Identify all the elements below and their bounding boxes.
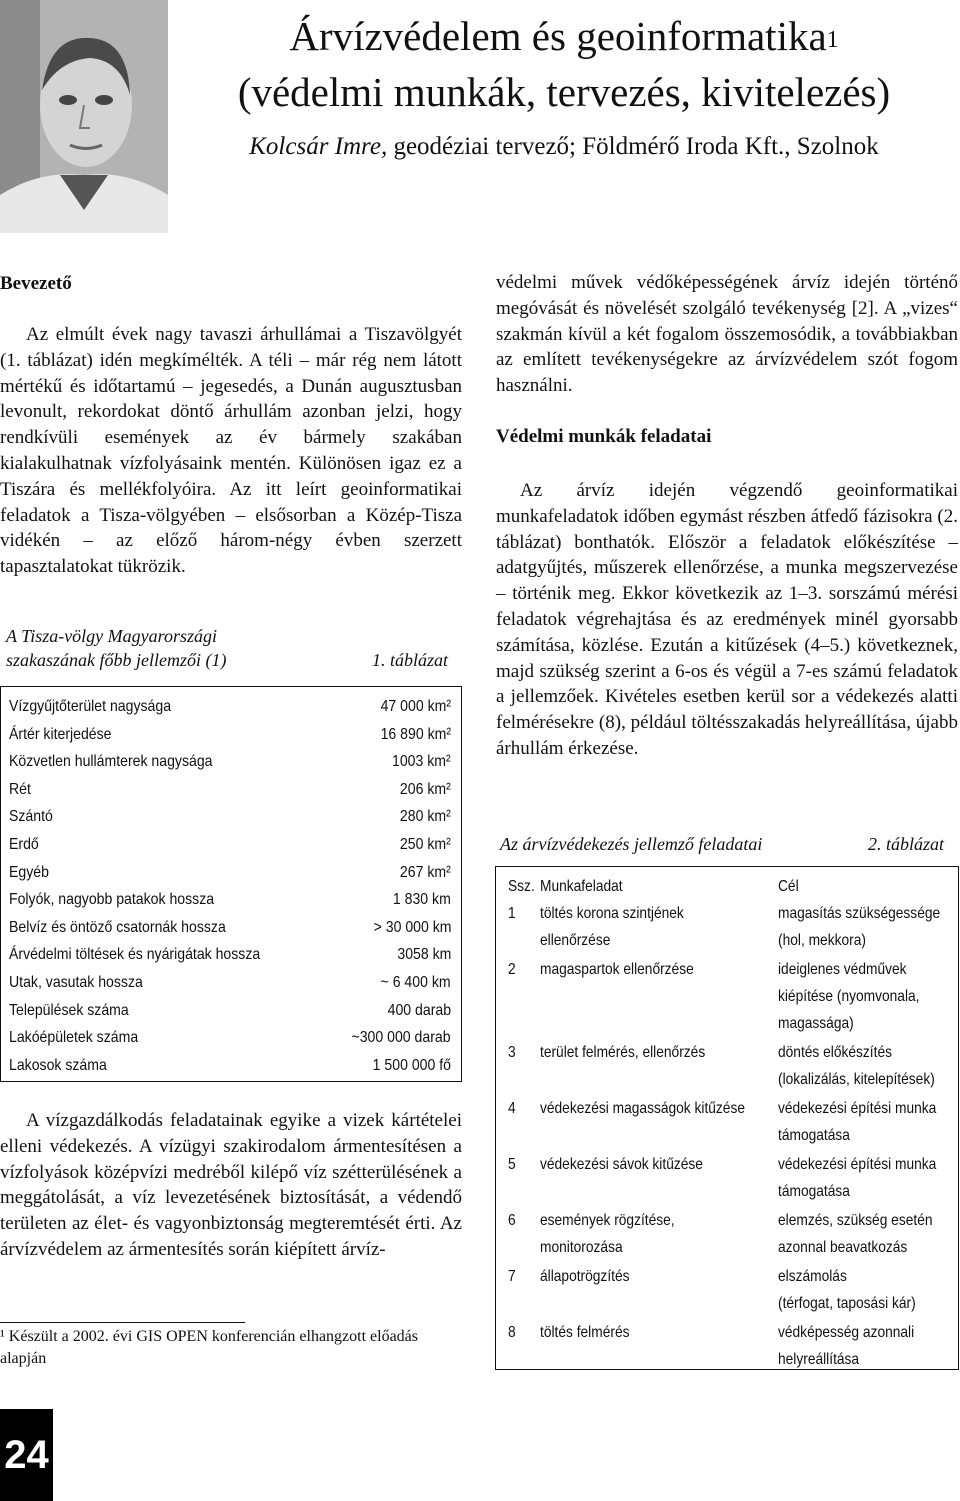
table2-goal: védekezési építési munka — [778, 1100, 937, 1117]
title-line2: (védelmi munkák, tervezés, kivitelezés) — [237, 69, 891, 115]
table2-goal: kiépítése (nyomvonala, — [778, 988, 920, 1005]
footnote-divider — [0, 1322, 245, 1323]
table2-header: Cél — [778, 878, 799, 895]
table2-task: monitorozása — [540, 1239, 623, 1256]
table1-caption-line2: szakaszának főbb jellemzői (1) — [6, 650, 227, 670]
table-row — [9, 941, 451, 968]
table2-row-number: 8 — [508, 1324, 516, 1341]
table2-row-number: 6 — [508, 1212, 516, 1229]
table2-row-number: 3 — [508, 1044, 516, 1061]
article-title — [168, 8, 960, 120]
row-label: Egyéb — [9, 863, 49, 881]
table-row — [9, 886, 451, 913]
table-row — [9, 776, 451, 803]
title-footnote-mark: 1 — [826, 27, 839, 53]
table2-goal: elszámolás — [778, 1268, 847, 1285]
row-value: ~300 000 darab — [351, 1029, 451, 1047]
table2-goal: elemzés, szükség esetén — [778, 1212, 933, 1229]
table2-goal: támogatása — [778, 1127, 850, 1144]
table1-caption-line1: A Tisza-völgy Magyarországi — [6, 626, 218, 646]
table2-goal: magassága) — [778, 1015, 854, 1032]
title-line1: Árvízvédelem és geoinformatika — [289, 13, 827, 59]
table1 — [0, 686, 462, 1082]
row-label: Folyók, nagyobb patakok hossza — [9, 891, 215, 909]
row-label: Árvédelmi töltések és nyárigátak hossza — [9, 946, 261, 964]
table1-caption — [6, 624, 226, 672]
table2-caption: Az árvízvédekezés jellemző feladatai — [500, 834, 763, 854]
row-value: 16 890 km² — [380, 725, 451, 743]
table-row — [9, 969, 451, 996]
table2-goal: ideiglenes védművek — [778, 961, 907, 978]
author-name: Kolcsár Imre, — [249, 133, 388, 160]
row-label: Utak, vasutak hossza — [9, 974, 143, 991]
row-value: > 30 000 km — [373, 918, 451, 936]
table2-goal: támogatása — [778, 1183, 850, 1200]
table2-row-number: 5 — [508, 1156, 516, 1173]
table2-goal: (lokalizálás, kitelepítések) — [778, 1071, 935, 1088]
table2-goal: védekezési építési munka — [778, 1156, 937, 1173]
author-line — [168, 132, 960, 162]
table1-label: 1. táblázat — [372, 650, 449, 670]
row-label: Lakóépületek száma — [9, 1029, 139, 1047]
row-label: Közvetlen hullámterek nagysága — [9, 753, 213, 771]
row-label: Szántó — [9, 808, 53, 826]
intro-heading: Bevezető — [0, 273, 72, 294]
row-value: 3058 km — [396, 946, 451, 964]
table-row — [9, 859, 451, 886]
table-row — [9, 693, 451, 720]
table-row — [9, 1052, 451, 1079]
table2-goal: (hol, mekkora) — [778, 932, 866, 949]
table2-goal: azonnal beavatkozás — [778, 1239, 908, 1256]
author-affiliation: geodéziai tervező; Földmérő Iroda Kft., Szolnok — [387, 133, 879, 160]
table2-task: töltés korona szintjének — [540, 905, 684, 922]
intro-paragraph: Az elmúlt évek nagy tavaszi árhullámai a Tiszavölgyét (1. táblázat) idén megkímélték. A téli – már rég nem látott mértékű és időtartamú – jegesedés, a Dunán augusztusban levonult, rekordokat döntő árhullám azonban jelzi, hogy rendkívüli események az év bármely szakában kialakulhatnak vízfolyásaink mentén. Különösen igaz ez a Tiszára és mellékfolyóira. Az itt leírt geoinformatikai feladatok a Tisza-völgyében – elsősorban a Közép-Tisza vidékén – az előző három-négy évben szerzett tapasztalatokat tükrözik. — [0, 324, 462, 578]
col2-paragraph: védelmi művek védőképességének árvíz idején történő megóvását és növelését szolgáló tevékenység [2]. A „vizes“ szakmán kívül a két fogalom összemosódik, a továbbiakban az említett tevékenységekre az árvízvédelem szót fogom használni. — [496, 272, 958, 397]
table2-task: események rögzítése, — [540, 1212, 675, 1229]
table2-row-number: 1 — [508, 905, 516, 922]
table2-task: állapotrögzítés — [540, 1268, 630, 1285]
row-label: Ártér kiterjedése — [9, 725, 112, 743]
table2 — [495, 866, 959, 1370]
row-value: 1 830 km — [393, 891, 451, 909]
section2-heading: Védelmi munkák feladatai — [496, 426, 712, 447]
table2-task: magaspartok ellenőrzése — [540, 961, 694, 978]
table2-goal: magasítás szükségessége — [778, 905, 941, 922]
table-row — [9, 803, 451, 830]
table2-goal: döntés előkészítés — [778, 1044, 892, 1061]
table2-row-number: 7 — [508, 1268, 516, 1285]
table-row — [9, 914, 451, 941]
row-value: 206 km² — [400, 780, 451, 798]
table-row — [9, 997, 451, 1024]
table2-task: terület felmérés, ellenőrzés — [540, 1044, 706, 1061]
table2-row-number: 2 — [508, 961, 516, 978]
section2-paragraph: Az árvíz idején végzendő geoinformatikai munkafeladatok időben egymást részben átfedő fázisokra (2. táblázat) bonthatók. Először a feladatok előkészítése – adatgyűjtés, műszerek ellenőrzése, a munka megszervezése – történik meg. Ekkor következik az 1–3. sorszámú mérési feladatok végrehajtása és az eredmények minél gyorsabb számítása, közlése. Ezután a kitűzések (4–5.) következnek, majd szükség szerint a 6-os és végül a 7-es számú feladatok a jellemzőek. Kivételes esetben kerül sor a védekezés alatti felmérésekre (8), például töltésszakadás helyreállítása, újabb árhullám érkezése. — [496, 480, 958, 759]
table-row — [9, 831, 451, 858]
table2-goal: védképesség azonnali — [778, 1324, 915, 1341]
page-number: 24 — [0, 1409, 53, 1501]
table2-row-number: 4 — [508, 1100, 516, 1117]
table2-goal: helyreállítása — [778, 1351, 860, 1368]
author-photo — [0, 0, 168, 233]
portrait-image — [0, 0, 168, 233]
row-value: 280 km² — [400, 808, 451, 826]
row-value: 1003 km² — [392, 753, 451, 771]
row-label: Vízgyűjtőterület nagysága — [9, 698, 172, 715]
paragraph-2: A vízgazdálkodás feladatainak egyike a vizek kártételei elleni védekezés. A vízügyi szakirodalom ármentesítésen a vízfolyások középvízi medréből kilépő víz szétterülésének a meggátolását, a víz levezetésének biztosítását, a védendő területen az élet- és vagyonbiztonság megteremtését érti. Az árvízvédelem az ármentesítés során kiépített árvíz- — [0, 1110, 462, 1260]
row-label: Belvíz és öntöző csatornák hossza — [9, 918, 226, 936]
row-label: Erdő — [9, 836, 39, 853]
footnote: ¹ Készült a 2002. évi GIS OPEN konferencián elhangzott előadás alapján — [0, 1328, 419, 1367]
row-value: 47 000 km² — [380, 698, 451, 715]
row-value: 250 km² — [400, 836, 451, 853]
table2-task: védekezési magasságok kitűzése — [540, 1100, 745, 1117]
table2-task: védekezési sávok kitűzése — [540, 1156, 703, 1173]
row-label: Rét — [9, 780, 31, 798]
row-value: 1 500 000 fő — [372, 1056, 451, 1074]
row-label: Lakosok száma — [9, 1056, 107, 1074]
table2-header: Ssz. — [508, 878, 535, 895]
row-label: Települések száma — [9, 1001, 129, 1019]
table2-task: töltés felmérés — [540, 1324, 630, 1341]
table2-header: Munkafeladat — [540, 878, 623, 895]
table-row — [9, 1024, 451, 1051]
table-row — [9, 748, 451, 775]
row-value: 400 darab — [387, 1001, 451, 1019]
table-row — [9, 721, 451, 748]
table2-task: ellenőrzése — [540, 932, 611, 949]
row-value: ~ 6 400 km — [380, 974, 451, 991]
table2-goal: (térfogat, taposási kár) — [778, 1295, 916, 1312]
row-value: 267 km² — [400, 863, 451, 881]
table2-label: 2. táblázat — [868, 834, 945, 854]
